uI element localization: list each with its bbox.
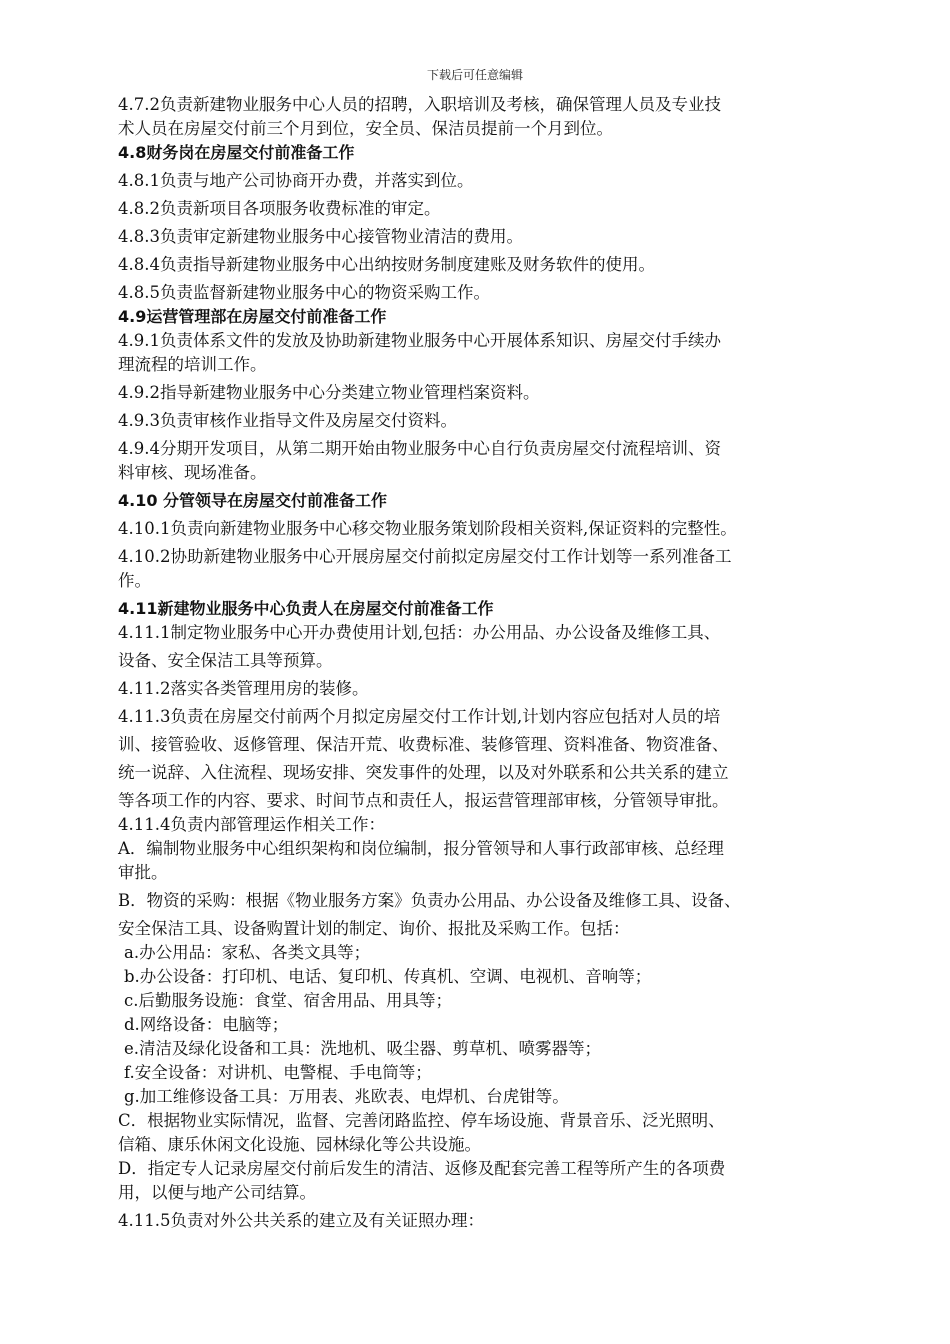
text-line: 4.11.2落实各类管理用房的装修。 bbox=[118, 679, 369, 698]
text-line: 术人员在房屋交付前三个月到位，安全员、保洁员提前一个月到位。 bbox=[118, 119, 613, 138]
section-heading: 4.11新建物业服务中心负责人在房屋交付前准备工作 bbox=[118, 599, 494, 618]
text-line: 4.11.5负责对外公共关系的建立及有关证照办理： bbox=[118, 1211, 484, 1230]
text-line: e.清洁及绿化设备和工具：洗地机、吸尘器、剪草机、喷雾器等； bbox=[124, 1039, 602, 1058]
text-line: 4.9.1负责体系文件的发放及协助新建物业服务中心开展体系知识、房屋交付手续办 bbox=[118, 331, 721, 350]
text-line: 设备、安全保洁工具等预算。 bbox=[118, 651, 333, 670]
text-line: 4.8.4负责指导新建物业服务中心出纳按财务制度建账及财务软件的使用。 bbox=[118, 255, 655, 274]
text-line: 4.10.1负责向新建物业服务中心移交物业服务策划阶段相关资料,保证资料的完整性。 bbox=[118, 519, 737, 538]
text-line: 4.9.2指导新建物业服务中心分类建立物业管理档案资料。 bbox=[118, 383, 540, 402]
section-heading: 4.10 分管领导在房屋交付前准备工作 bbox=[118, 491, 388, 510]
text-line: 4.9.3负责审核作业指导文件及房屋交付资料。 bbox=[118, 411, 457, 430]
text-line: 用，以便与地产公司结算。 bbox=[118, 1183, 316, 1202]
section-heading: 4.9运营管理部在房屋交付前准备工作 bbox=[118, 307, 387, 326]
text-line: 料审核、现场准备。 bbox=[118, 463, 267, 482]
text-line: a.办公用品：家私、各类文具等； bbox=[124, 943, 371, 962]
text-line: D．指定专人记录房屋交付前后发生的清洁、返修及配套完善工程等所产生的各项费 bbox=[118, 1159, 726, 1178]
text-line: 统一说辞、入住流程、现场安排、突发事件的处理，以及对外联系和公共关系的建立 bbox=[118, 763, 729, 782]
document-body bbox=[118, 93, 838, 1233]
text-line: 4.11.3负责在房屋交付前两个月拟定房屋交付工作计划,计划内容应包括对人员的培 bbox=[118, 707, 721, 726]
text-line: g.加工维修设备工具：万用表、兆欧表、电焊机、台虎钳等。 bbox=[124, 1087, 569, 1106]
text-line: d.网络设备：电脑等； bbox=[124, 1015, 289, 1034]
page-header: 下载后可任意编辑 bbox=[426, 68, 523, 82]
text-line: 4.7.2负责新建物业服务中心人员的招聘，入职培训及考核，确保管理人员及专业技 bbox=[118, 95, 721, 114]
text-line: 训、接管验收、返修管理、保洁开荒、收费标准、装修管理、资料准备、物资准备、 bbox=[118, 735, 729, 754]
text-line: 信箱、康乐休闲文化设施、园林绿化等公共设施。 bbox=[118, 1135, 481, 1154]
text-line: c.后勤服务设施：食堂、宿舍用品、用具等； bbox=[124, 991, 452, 1010]
text-line: B．物资的采购：根据《物业服务方案》负责办公用品、办公设备及维修工具、设备、 bbox=[118, 891, 741, 910]
text-line: A．编制物业服务中心组织架构和岗位编制，报分管领导和人事行政部审核、总经理 bbox=[118, 839, 724, 858]
text-line: 4.8.1负责与地产公司协商开办费，并落实到位。 bbox=[118, 171, 474, 190]
text-line: 4.8.5负责监督新建物业服务中心的物资采购工作。 bbox=[118, 283, 490, 302]
text-line: 作。 bbox=[118, 571, 151, 590]
text-line: 审批。 bbox=[118, 863, 168, 882]
text-line: C．根据物业实际情况，监督、完善闭路监控、停车场设施、背景音乐、泛光照明、 bbox=[118, 1111, 725, 1130]
text-line: f.安全设备：对讲机、电警棍、手电筒等； bbox=[124, 1063, 432, 1082]
text-line: 4.8.2负责新项目各项服务收费标准的审定。 bbox=[118, 199, 441, 218]
section-heading: 4.8财务岗在房屋交付前准备工作 bbox=[118, 143, 355, 162]
text-line: 4.11.1制定物业服务中心开办费使用计划,包括：办公用品、办公设备及维修工具、 bbox=[118, 623, 721, 642]
text-line: 等各项工作的内容、要求、时间节点和责任人，报运营管理部审核，分管领导审批。 bbox=[118, 791, 729, 810]
text-line: 4.11.4负责内部管理运作相关工作： bbox=[118, 815, 385, 834]
text-line: 安全保洁工具、设备购置计划的制定、询价、报批及采购工作。包括： bbox=[118, 919, 630, 938]
text-line: 4.9.4分期开发项目，从第二期开始由物业服务中心自行负责房屋交付流程培训、资 bbox=[118, 439, 721, 458]
text-line: 4.8.3负责审定新建物业服务中心接管物业清洁的费用。 bbox=[118, 227, 523, 246]
text-line: 4.10.2协助新建物业服务中心开展房屋交付前拟定房屋交付工作计划等一系列准备工 bbox=[118, 547, 732, 566]
text-line: b.办公设备：打印机、电话、复印机、传真机、空调、电视机、音响等； bbox=[124, 967, 652, 986]
text-line: 理流程的培训工作。 bbox=[118, 355, 267, 374]
